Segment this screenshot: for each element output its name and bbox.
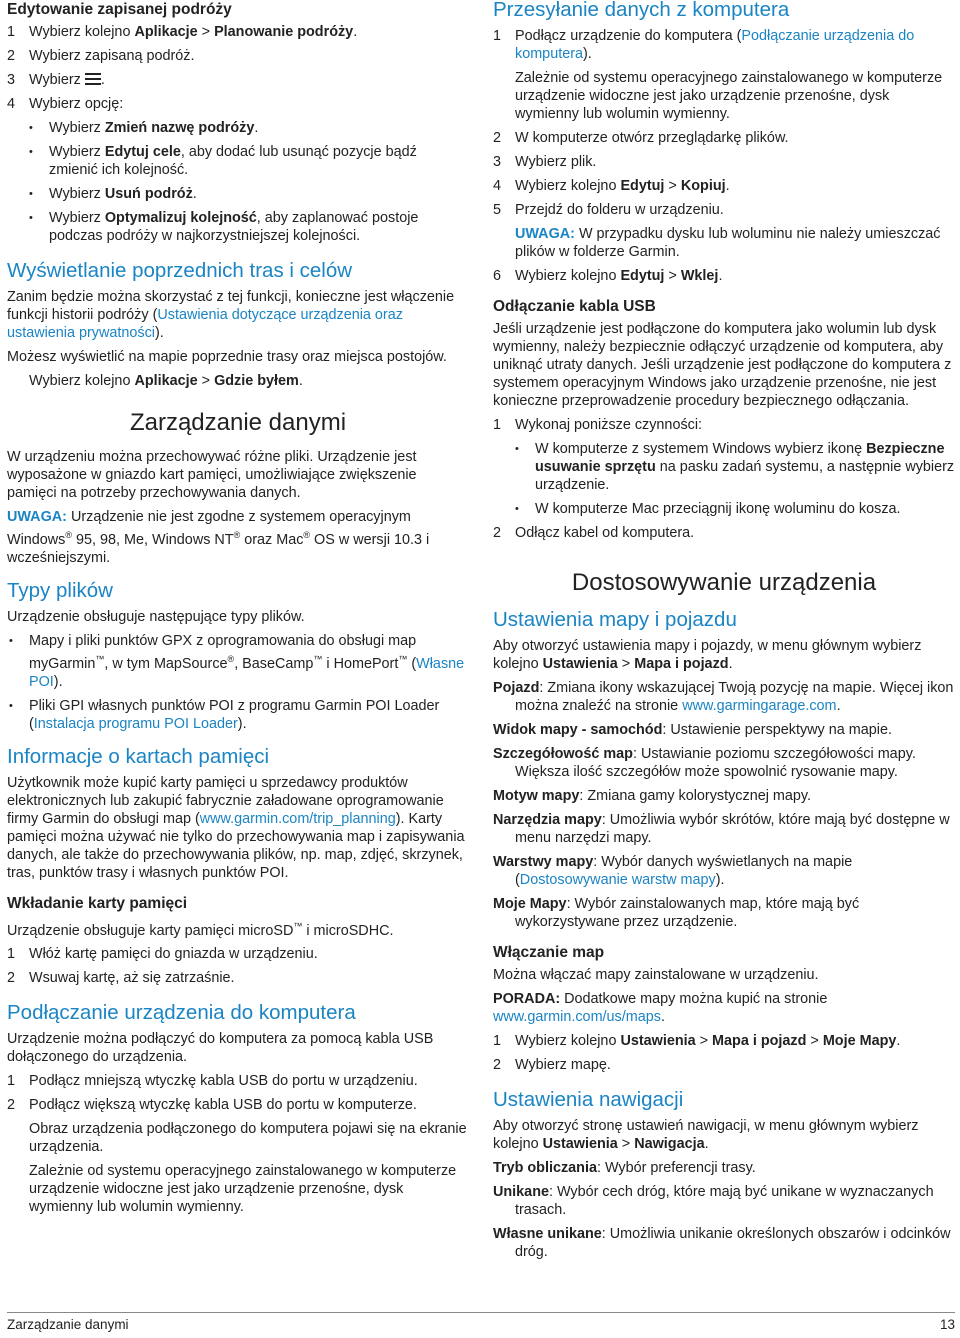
usb-step-2: 2 Odłącz kabel od komputera. — [493, 525, 695, 541]
map-settings-heading: Ustawienia mapy i pojazdu — [493, 608, 737, 631]
connect-step-2: 2 Podłącz większą wtyczkę kabla USB do portu w komputerze. — [7, 1097, 417, 1114]
chapter-title-customize: Dostosowywanie urządzenia — [571, 569, 877, 596]
usb-heading: Odłączanie kabla USB — [493, 298, 656, 315]
menu-icon — [85, 73, 101, 85]
file-type-item: • Mapy i pliki punktów GPX z oprogramowania do obsługi map myGarmin™, w tym MapSource®, BaseCamp™ i HomePort™ (Własne POI). — [7, 632, 469, 691]
edit-option: • Wybierz Usuń podróż. — [7, 185, 469, 203]
enable-maps-tip: PORADA: Dodatkowe mapy można kupić na stronie www.garmin.com/us/maps. — [493, 991, 828, 1025]
setting-calculation-mode: Tryb obliczania: Wybór preferencji trasy. — [493, 1160, 756, 1176]
file-types-para: Urządzenie obsługuje następujące typy plików. — [7, 608, 305, 625]
setting-avoidances: Unikane: Wybór cech dróg, które mają być unikane w wyznaczanych trasach. — [493, 1184, 934, 1218]
custom-poi-link[interactable]: Własne POI — [29, 655, 465, 690]
setting-map-theme: Motyw mapy: Zmiana gamy kolorystycznej mapy. — [493, 788, 812, 804]
right-column — [493, 0, 955, 1267]
insert-step-2: 2 Wsuwaj kartę, aż się zatrzaśnie. — [7, 970, 235, 987]
previous-routes-para-2: Możesz wyświetlić na mapie poprzednie trasy oraz miejsca postojów. — [7, 349, 447, 365]
setting-custom-avoidances: Własne unikane: Umożliwia unikanie określonych obszarów i odcinków dróg. — [493, 1226, 951, 1260]
connect-device-link[interactable]: Podłączanie urządzenia do komputera — [515, 28, 915, 62]
navigation-settings-heading: Ustawienia nawigacji — [493, 1088, 684, 1111]
connect-step-1: 1 Podłącz mniejszą wtyczkę kabla USB do portu w urządzeniu. — [7, 1073, 418, 1090]
insert-step-1: 1 Włóż kartę pamięci do gniazda w urządzeniu. — [7, 946, 318, 963]
usb-option: • W komputerze Mac przeciągnij ikonę woluminu do kosza. — [493, 500, 955, 518]
poi-loader-link[interactable]: Instalacja programu POI Loader — [33, 715, 238, 732]
edit-option: • Wybierz Optymalizuj kolejność, aby zaplanować postoje podczas podróży w najkorzystniejszej kolejności. — [7, 209, 469, 245]
privacy-settings-link[interactable]: Ustawienia dotyczące urządzenia oraz ustawienia prywatności — [7, 307, 403, 341]
edit-step-4: 4 Wybierz opcję: — [7, 96, 124, 112]
connect-para: Urządzenie można podłączyć do komputera za pomocą kabla USB dołączonego do urządzenia. — [7, 1031, 434, 1066]
edit-step-2: 2 Wybierz zapisaną podróż. — [7, 48, 195, 64]
transfer-step-1: 1 Podłącz urządzenie do komputera (Podłączanie urządzenia do komputera). — [493, 28, 915, 62]
garmingarage-link[interactable]: www.garmingarage.com — [682, 698, 837, 714]
page-number: 13 — [939, 1317, 955, 1332]
transfer-note: UWAGA: W przypadku dysku lub woluminu nie należy umieszczać plików w folderze Garmin. — [515, 226, 941, 260]
transfer-step-3: 3 Wybierz plik. — [493, 154, 597, 170]
setting-map-view: Widok mapy - samochód: Ustawienie perspektywy na mapie. — [493, 722, 892, 738]
insert-card-para: Urządzenie obsługuje karty pamięci microSD™ i microSDHC. — [7, 920, 394, 939]
setting-map-layers: Warstwy mapy: Wybór danych wyświetlanych na mapie (Dostosowywanie warstw mapy). — [493, 854, 853, 888]
transfer-step-4: 4 Wybierz kolejno Edytuj > Kopiuj. — [493, 178, 730, 194]
edit-step-1: 1 Wybierz kolejno Aplikacje > Planowanie podróży. — [7, 24, 358, 40]
data-note: UWAGA: Urządzenie nie jest zgodne z systemem operacyjnym Windows® 95, 98, Me, Windows NT® oraz Mac® OS w wersji 10.3 i wcześniejszymi. — [7, 509, 430, 566]
setting-map-tools: Narzędzia mapy: Umożliwia wybór skrótów, które mają być dostępne w menu narzędzi mapy. — [493, 812, 950, 846]
edit-trip-heading: Edytowanie zapisanej podróży — [7, 1, 232, 18]
map-layers-link[interactable]: Dostosowywanie warstw mapy — [519, 872, 716, 888]
map-settings-para: Aby otworzyć ustawienia mapy i pojazdy, w menu głównym wybierz kolejno Ustawienia > Mapa i pojazd. — [493, 638, 922, 672]
transfer-sub-1: Zależnie od systemu operacyjnego zainstalowanego w komputerze urządzenie widoczne jest jako urządzenie przenośne, dysk wymienny lub wolumin wymienny. — [515, 70, 943, 122]
setting-map-detail: Szczegółowość map: Ustawianie poziomu szczegółowości mapy. Większa ilość szczegółów może spowolnić rysowanie mapy. — [493, 746, 916, 780]
enable-maps-para: Można włączać mapy zainstalowane w urządzeniu. — [493, 967, 819, 983]
enable-step-2: 2 Wybierz mapę. — [493, 1057, 611, 1073]
usb-option: • W komputerze z systemem Windows wybierz ikonę Bezpieczne usuwanie sprzętu na pasku zadań systemu, a następnie wybierz urządzenie. — [493, 440, 955, 494]
connect-sub-1: Obraz urządzenia podłączonego do komputera pojawi się na ekranie urządzenia. — [29, 1121, 467, 1156]
edit-option: • Wybierz Zmień nazwę podróży. — [7, 119, 469, 137]
setting-my-maps: Moje Mapy: Wybór zainstalowanych map, które mają być wykorzystywane przez urządzenie. — [493, 896, 860, 930]
connect-heading: Podłączanie urządzenia do komputera — [7, 1001, 356, 1025]
garmin-maps-link[interactable]: www.garmin.com/us/maps — [493, 1009, 661, 1025]
left-column — [7, 0, 469, 1222]
file-type-item: • Pliki GPI własnych punktów POI z programu Garmin POI Loader (Instalacja programu POI Loader). — [7, 697, 469, 733]
footer-divider — [7, 1312, 955, 1313]
edit-option: • Wybierz Edytuj cele, aby dodać lub usunąć pozycje bądź zmienić ich kolejność. — [7, 143, 469, 179]
transfer-step-5: 5 Przejdź do folderu w urządzeniu. — [493, 202, 724, 218]
data-intro: W urządzeniu można przechowywać różne pliki. Urządzenie jest wyposażone w gniazdo kart pamięci, umożliwiające zwiększenie pamięci na potrzeby przechowywania danych. — [7, 449, 417, 501]
file-types-heading: Typy plików — [7, 578, 113, 602]
connect-sub-2: Zależnie od systemu operacyjnego zainstalowanego w komputerze urządzenie widoczne jest jako urządzenie przenośne, dysk wymienny lub wolumin wymienny. — [29, 1163, 457, 1216]
previous-routes-para: Zanim będzie można skorzystać z tej funkcji, konieczne jest włączenie funkcji historii podróży (Ustawienia dotyczące urządzenia oraz ustawienia prywatności). — [7, 289, 455, 341]
chapter-title-data: Zarządzanie danymi — [129, 409, 347, 436]
transfer-step-6: 6 Wybierz kolejno Edytuj > Wklej. — [493, 268, 723, 284]
previous-routes-step: Wybierz kolejno Aplikacje > Gdzie byłem. — [29, 373, 303, 389]
transfer-heading: Przesyłanie danych z komputera — [493, 0, 790, 21]
transfer-step-2: 2 W komputerze otwórz przeglądarkę plików. — [493, 130, 789, 146]
memory-cards-heading: Informacje o kartach pamięci — [7, 744, 270, 768]
trip-planning-link[interactable]: www.garmin.com/trip_planning — [199, 810, 396, 827]
enable-maps-heading: Włączanie map — [493, 944, 605, 961]
insert-card-heading: Wkładanie karty pamięci — [7, 894, 188, 912]
footer-section: Zarządzanie danymi — [7, 1317, 129, 1332]
edit-step-3: 3 Wybierz . — [7, 72, 105, 88]
usb-para: Jeśli urządzenie jest podłączone do komputera jako wolumin lub dysk wymienny, należy bezpiecznie odłączyć urządzenie od komputera, aby uniknąć utraty danych. Jeśli urządzenie jest podłączone do komputera z systemem operacyjnym Windows jako urządzenie przenośne, nie jest konieczne przeprowadzenie procedury bezpiecznego odłączania. — [493, 321, 952, 409]
memory-cards-para: Użytkownik może kupić karty pamięci u sprzedawcy produktów elektronicznych lub zakupić fabrycznie załadowane oprogramowanie firmy Garmin do obsługi map (www.garmin.com/trip_planning). Karty pamięci można używać nie tylko do przechowywania map i zapisywania danych, ale także do przechowywania plików, np. map, zdjęć, skrzynek, tras, punktów trasy i własnych punktów POI. — [7, 774, 465, 881]
setting-vehicle: Pojazd: Zmiana ikony wskazującej Twoją pozycję na mapie. Więcej ikon można znaleźć na stronie www.garmingarage.com. — [493, 680, 954, 714]
enable-step-1: 1 Wybierz kolejno Ustawienia > Mapa i pojazd > Moje Mapy. — [493, 1033, 901, 1049]
previous-routes-heading: Wyświetlanie poprzednich tras i celów — [7, 259, 353, 282]
usb-step-1: 1 Wykonaj poniższe czynności: — [493, 417, 703, 433]
navigation-settings-para: Aby otworzyć stronę ustawień nawigacji, w menu głównym wybierz kolejno Ustawienia > Nawigacja. — [493, 1118, 919, 1152]
